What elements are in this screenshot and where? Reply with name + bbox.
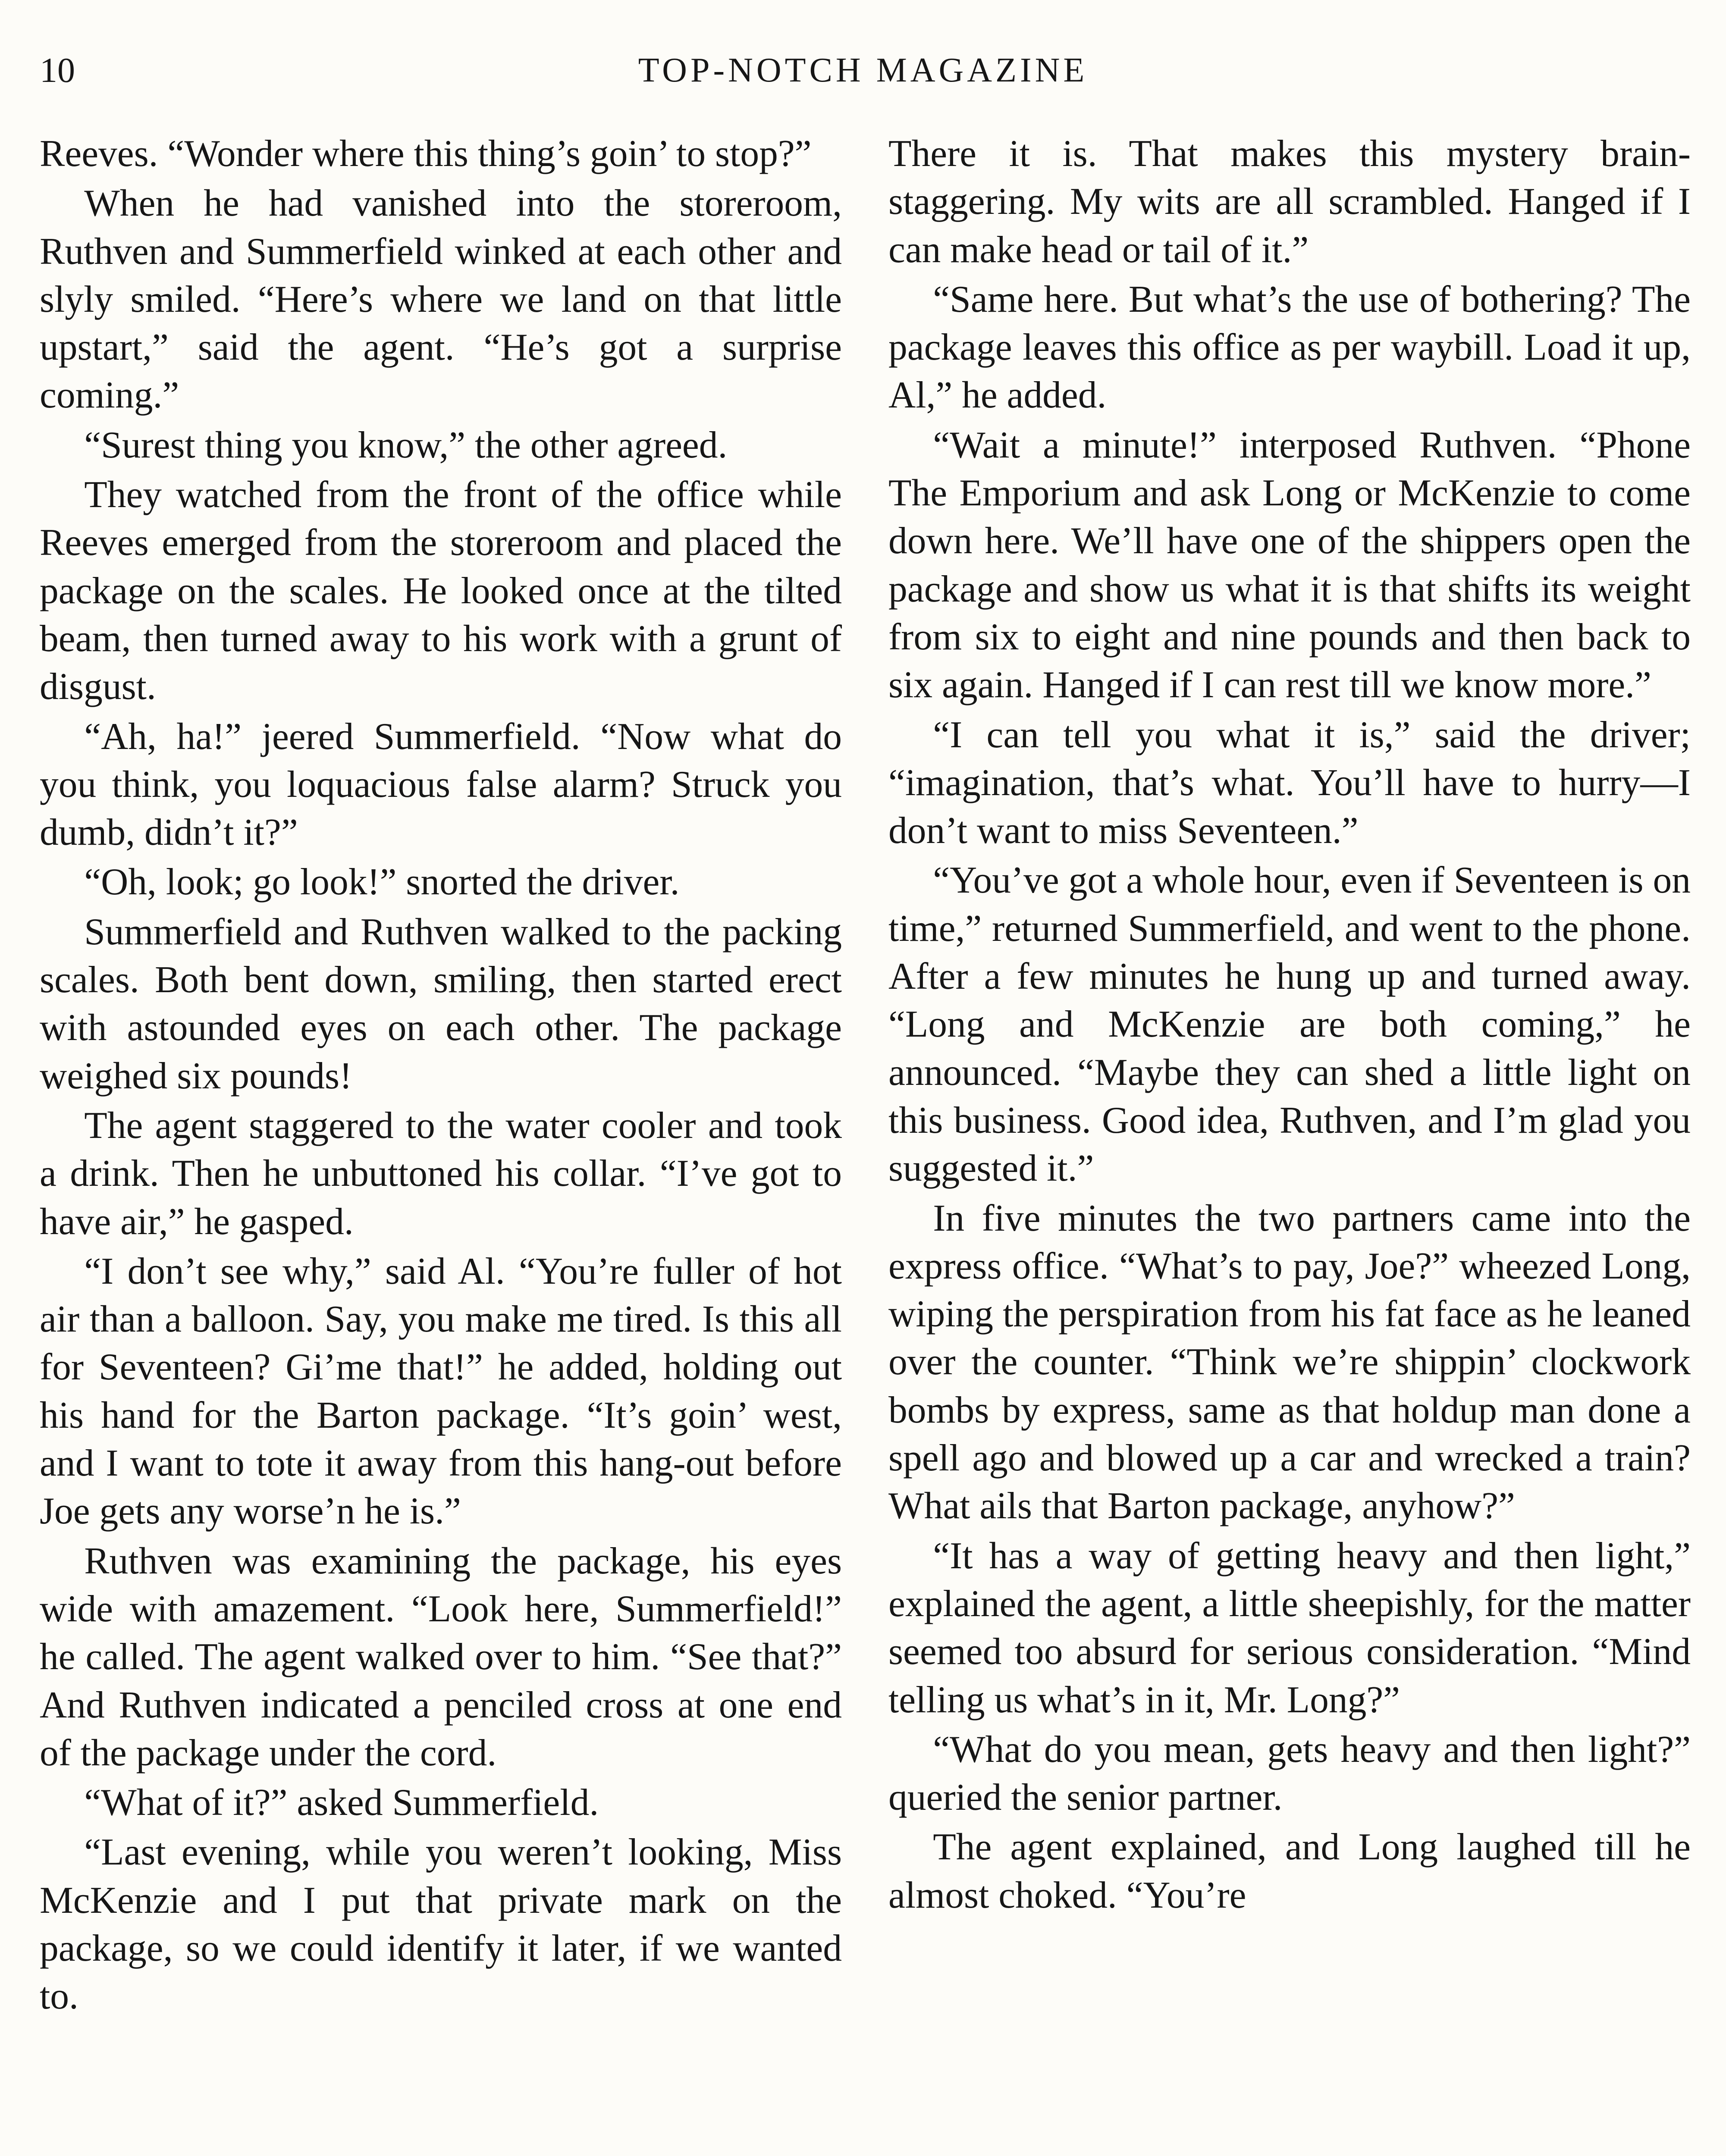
paragraph: “Oh, look; go look!” snorted the driver. bbox=[84, 861, 680, 903]
paragraph: In five minutes the two partners came into the express office. “What’s to pay, Joe?” wheezed Long, wiping the perspiration from his fat face as he leaned over the counter. “Think we’re shippin’ clockwork bombs by express, same as that holdup man done a spell ago and blowed up a car and wrecked a train? What ails that Barton package, anyhow?” bbox=[888, 1197, 1691, 1527]
paragraph: There it is. That makes this mystery brain-staggering. My wits are all scrambled. Hanged if I can make head or tail of it.” bbox=[888, 132, 1691, 270]
left-column bbox=[40, 129, 842, 2020]
paragraph: “It has a way of getting heavy and then light,” explained the agent, a little sheepishly, for the matter seemed too absurd for serious consideration. “Mind telling us what’s in it, Mr. Long?” bbox=[888, 1534, 1691, 1720]
paragraph: “Wait a minute!” interposed Ruthven. “Phone The Emporium and ask Long or McKenzie to come down here. We’ll have one of the shippers open the package and show us what it is that shifts its weight from six to eight and nine pounds and then back to six again. Hanged if I can rest till we know more.” bbox=[888, 423, 1691, 706]
paragraph: Summerfield and Ruthven walked to the packing scales. Both bent down, smiling, then started erect with astounded eyes on each other. The package weighed six pounds! bbox=[40, 910, 842, 1097]
page-number: 10 bbox=[40, 50, 75, 90]
paragraph: “What of it?” asked Summerfield. bbox=[84, 1781, 599, 1824]
paragraph: “Last evening, while you weren’t looking, Miss McKenzie and I put that private mark on the package, so we could identify it later, if we wanted to. bbox=[40, 1831, 842, 2017]
paragraph: They watched from the front of the office while Reeves emerged from the storeroom and placed the package on the scales. He looked once at the tilted beam, then turned away to his work with a grunt of disgust. bbox=[40, 473, 842, 708]
paragraph: The agent staggered to the water cooler and took a drink. Then he unbuttoned his collar. “I’ve got to have air,” he gasped. bbox=[40, 1104, 842, 1242]
page-header bbox=[40, 47, 1686, 94]
paragraph: “What do you mean, gets heavy and then light?” queried the senior partner. bbox=[888, 1728, 1691, 1818]
paragraph: Reeves. “Wonder where this thing’s goin’ to stop?” bbox=[40, 132, 812, 174]
right-column bbox=[888, 129, 1691, 1919]
paragraph: “Same here. But what’s the use of bothering? The package leaves this office as per waybill. Load it up, Al,” he added. bbox=[888, 278, 1691, 416]
paragraph: “I don’t see why,” said Al. “You’re fuller of hot air than a balloon. Say, you make me tired. Is this all for Seventeen? Gi’me that!” he added, holding out his hand for the Barton package. “It’s goin’ west, and I want to tote it away from this hang-out before Joe gets any worse’n he is.” bbox=[40, 1250, 842, 1532]
paragraph: “You’ve got a whole hour, even if Seventeen is on time,” returned Summerfield, and went to the phone. After a few minutes he hung up and turned away. “Long and McKenzie are both coming,” he announced. “Maybe they can shed a little light on this business. Good idea, Ruthven, and I’m glad you suggested it.” bbox=[888, 859, 1691, 1189]
paragraph: “Surest thing you know,” the other agreed. bbox=[84, 423, 728, 466]
paragraph: “Ah, ha!” jeered Summerfield. “Now what do you think, you loquacious false alarm? Struck you dumb, didn’t it?” bbox=[40, 715, 842, 853]
paragraph: “I can tell you what it is,” said the driver; “imagination, that’s what. You’ll have to hurry—I don’t want to miss Seventeen.” bbox=[888, 713, 1691, 852]
paragraph: When he had vanished into the storeroom, Ruthven and Summerfield winked at each other and slyly smiled. “Here’s where we land on that little upstart,” said the agent. “He’s got a surprise coming.” bbox=[40, 182, 842, 416]
paragraph: The agent explained, and Long laughed till he almost choked. “You’re bbox=[888, 1826, 1691, 1916]
paragraph: Ruthven was examining the package, his eyes wide with amazement. “Look here, Summerfield!” he called. The agent walked over to him. “See that?” And Ruthven indicated a penciled cross at one end of the package under the cord. bbox=[40, 1539, 842, 1774]
running-title: TOP-NOTCH MAGAZINE bbox=[638, 51, 1088, 89]
